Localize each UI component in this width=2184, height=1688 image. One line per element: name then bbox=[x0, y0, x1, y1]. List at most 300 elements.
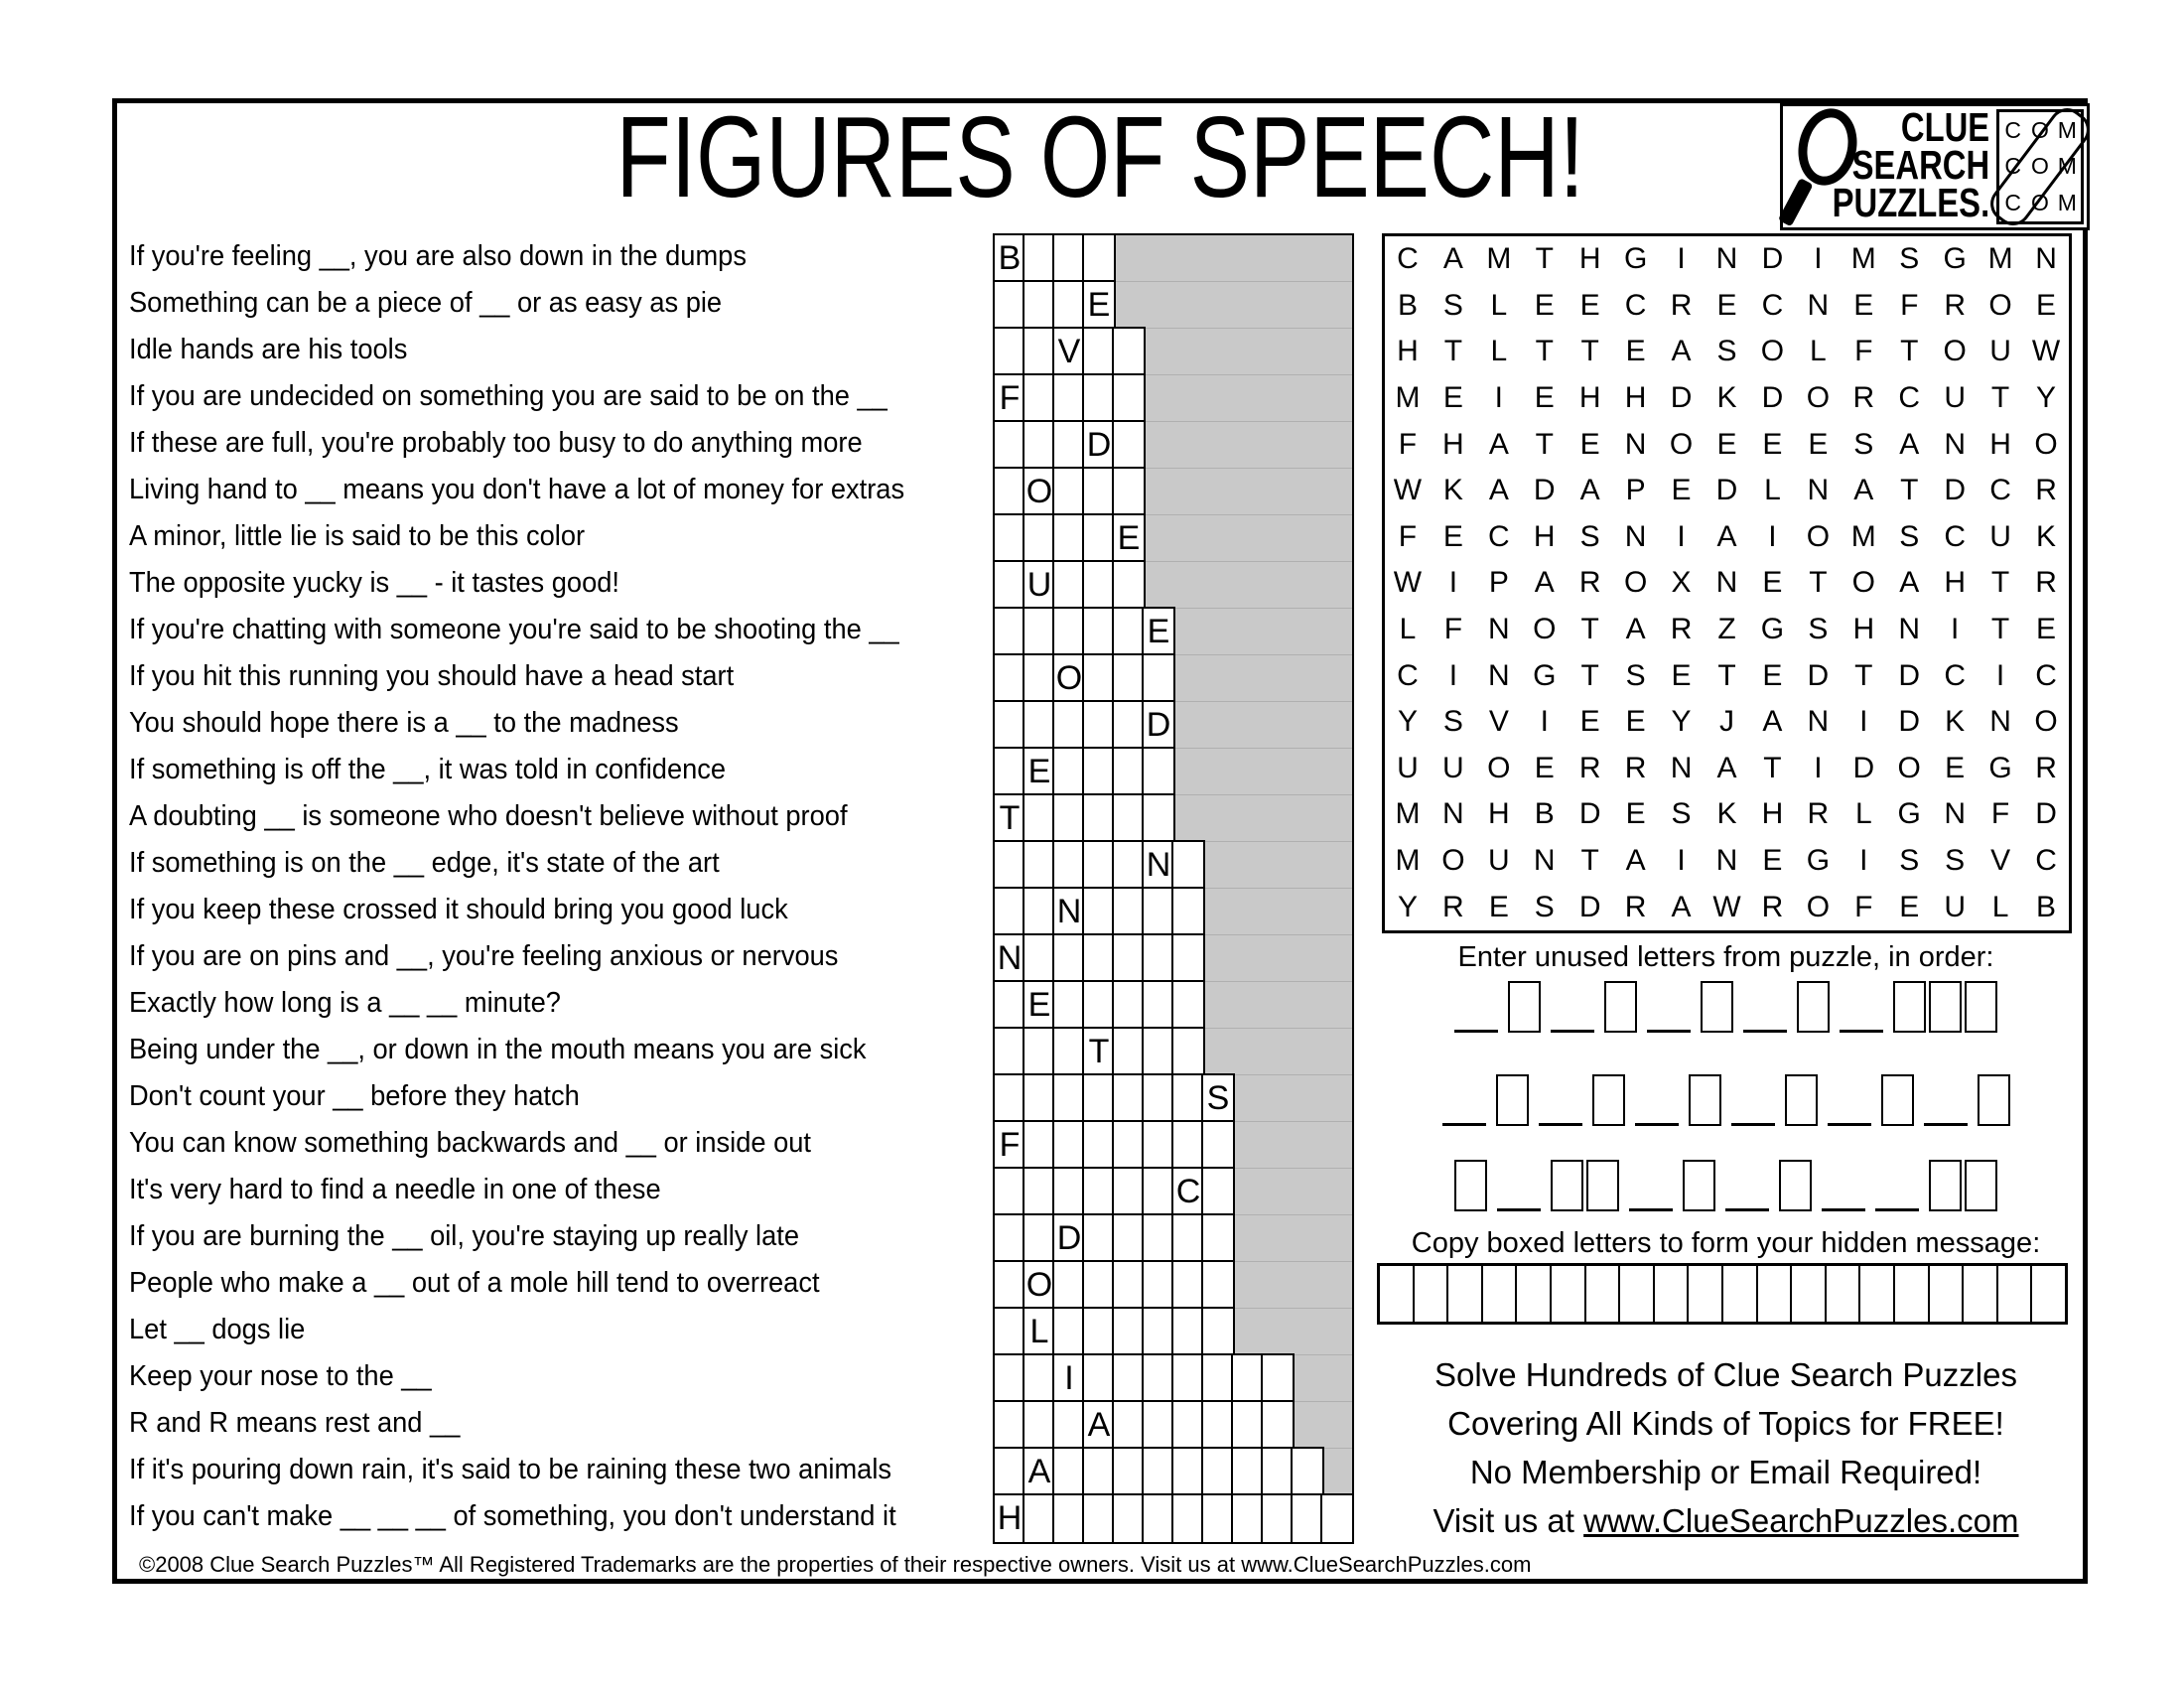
crossword-cell[interactable] bbox=[1052, 1027, 1086, 1077]
wordsearch-letter[interactable]: A bbox=[1899, 566, 1920, 600]
wordsearch-letter[interactable]: C bbox=[1624, 288, 1647, 322]
crossword-cell[interactable] bbox=[1082, 513, 1116, 564]
wordsearch-letter[interactable]: S bbox=[1671, 797, 1692, 831]
wordsearch-letter[interactable]: O bbox=[1669, 427, 1694, 461]
letter-blank-slot[interactable] bbox=[1731, 1123, 1775, 1126]
boxed-letter-slot[interactable] bbox=[1881, 1074, 1914, 1126]
letter-blank-slot[interactable] bbox=[1497, 1208, 1541, 1211]
wordsearch-letter[interactable]: P bbox=[1625, 474, 1646, 507]
crossword-cell[interactable]: D bbox=[1142, 700, 1175, 751]
crossword-cell[interactable] bbox=[1201, 1447, 1235, 1497]
crossword-cell[interactable] bbox=[1142, 1213, 1175, 1264]
crossword-cell[interactable]: O bbox=[1023, 467, 1056, 517]
crossword-cell[interactable] bbox=[1142, 980, 1175, 1031]
wordsearch-letter[interactable]: N bbox=[1624, 519, 1647, 553]
crossword-cell[interactable] bbox=[1142, 653, 1175, 704]
crossword-cell[interactable] bbox=[1023, 1353, 1056, 1404]
crossword-cell[interactable] bbox=[1023, 233, 1056, 284]
crossword-cell[interactable]: N bbox=[993, 933, 1026, 984]
wordsearch-letter[interactable]: N bbox=[1487, 658, 1510, 692]
crossword-cell[interactable] bbox=[993, 1073, 1026, 1124]
crossword-cell[interactable] bbox=[993, 280, 1026, 331]
crossword-cell[interactable] bbox=[993, 1447, 1026, 1497]
crossword-cell[interactable] bbox=[1142, 1400, 1175, 1451]
crossword-cell[interactable]: O bbox=[1052, 653, 1086, 704]
crossword-cell[interactable] bbox=[1052, 840, 1086, 891]
crossword-cell[interactable] bbox=[1082, 1307, 1116, 1357]
crossword-cell[interactable] bbox=[1052, 560, 1086, 611]
boxed-letter-slot[interactable] bbox=[1978, 1074, 2010, 1126]
wordsearch-letter[interactable]: R bbox=[1761, 890, 1784, 923]
wordsearch-letter[interactable]: D bbox=[2035, 797, 2057, 831]
crossword-cell[interactable] bbox=[1052, 1260, 1086, 1311]
crossword-cell[interactable] bbox=[1142, 1307, 1175, 1357]
hidden-message-cell[interactable] bbox=[1895, 1266, 1930, 1322]
crossword-cell[interactable] bbox=[1082, 233, 1116, 284]
wordsearch-letter[interactable]: K bbox=[1945, 705, 1966, 739]
crossword-cell[interactable] bbox=[1052, 1307, 1086, 1357]
wordsearch-letter[interactable]: O bbox=[1487, 751, 1511, 784]
wordsearch-letter[interactable]: O bbox=[1441, 844, 1465, 878]
crossword-cell[interactable]: N bbox=[1142, 840, 1175, 891]
wordsearch-letter[interactable]: O bbox=[1760, 335, 1785, 368]
crossword-cell[interactable] bbox=[993, 840, 1026, 891]
wordsearch-letter[interactable]: C bbox=[1944, 658, 1966, 692]
crossword-cell[interactable] bbox=[1112, 607, 1146, 657]
wordsearch-letter[interactable]: M bbox=[1395, 381, 1421, 415]
crossword-cell[interactable]: A bbox=[1082, 1400, 1116, 1451]
crossword-cell[interactable]: H bbox=[993, 1493, 1026, 1544]
crossword-cell[interactable] bbox=[1112, 887, 1146, 937]
crossword-cell[interactable] bbox=[1052, 747, 1086, 797]
hidden-message-cell[interactable] bbox=[1689, 1266, 1723, 1322]
wordsearch-letter[interactable]: T bbox=[1443, 335, 1463, 368]
wordsearch-letter[interactable]: I bbox=[1677, 242, 1686, 276]
crossword-cell[interactable] bbox=[1171, 1120, 1205, 1171]
crossword-cell[interactable] bbox=[1023, 1167, 1056, 1217]
crossword-cell[interactable] bbox=[1261, 1400, 1295, 1451]
wordsearch-letter[interactable]: I bbox=[1995, 658, 2005, 692]
crossword-cell[interactable]: F bbox=[993, 1120, 1026, 1171]
crossword-cell[interactable] bbox=[1023, 1493, 1056, 1544]
letter-blank-slot[interactable] bbox=[1442, 1123, 1486, 1126]
crossword-cell[interactable] bbox=[1112, 1307, 1146, 1357]
wordsearch-letter[interactable]: I bbox=[1814, 242, 1823, 276]
wordsearch-letter[interactable]: I bbox=[1814, 751, 1823, 784]
wordsearch-letter[interactable]: W bbox=[1712, 890, 1741, 923]
boxed-letter-slot[interactable] bbox=[1779, 1160, 1812, 1211]
crossword-cell[interactable]: V bbox=[1052, 327, 1086, 377]
wordsearch-letter[interactable]: I bbox=[1448, 566, 1458, 600]
wordsearch-letter[interactable]: K bbox=[2036, 519, 2057, 553]
wordsearch-letter[interactable]: D bbox=[1898, 705, 1921, 739]
wordsearch-letter[interactable]: A bbox=[1716, 519, 1737, 553]
letter-blank-slot[interactable] bbox=[1725, 1208, 1769, 1211]
crossword-cell[interactable] bbox=[1023, 1027, 1056, 1077]
wordsearch-letter[interactable]: D bbox=[1715, 474, 1738, 507]
wordsearch-letter[interactable]: N bbox=[1670, 751, 1693, 784]
crossword-cell[interactable] bbox=[1171, 1307, 1205, 1357]
hidden-message-cell[interactable] bbox=[1448, 1266, 1483, 1322]
wordsearch-letter[interactable]: R bbox=[1670, 613, 1693, 646]
wordsearch-letter[interactable]: C bbox=[1898, 381, 1921, 415]
hidden-message-cell[interactable] bbox=[1723, 1266, 1758, 1322]
wordsearch-letter[interactable]: Y bbox=[1397, 890, 1418, 923]
wordsearch-letter[interactable]: C bbox=[1989, 474, 2011, 507]
crossword-cell[interactable] bbox=[1112, 840, 1146, 891]
wordsearch-letter[interactable]: U bbox=[1944, 381, 1966, 415]
crossword-cell[interactable] bbox=[1023, 1073, 1056, 1124]
wordsearch-letter[interactable]: N bbox=[1487, 613, 1510, 646]
wordsearch-letter[interactable]: R bbox=[1442, 890, 1464, 923]
boxed-letter-slot[interactable] bbox=[1592, 1074, 1625, 1126]
wordsearch-letter[interactable]: A bbox=[1579, 474, 1600, 507]
boxed-letter-slot[interactable] bbox=[1689, 1074, 1721, 1126]
crossword-cell[interactable] bbox=[1052, 1493, 1086, 1544]
crossword-cell[interactable] bbox=[1082, 467, 1116, 517]
crossword-cell[interactable] bbox=[1023, 373, 1056, 424]
wordsearch-letter[interactable]: L bbox=[1399, 613, 1417, 646]
crossword-cell[interactable] bbox=[1171, 1213, 1205, 1264]
crossword-cell[interactable] bbox=[993, 887, 1026, 937]
wordsearch-letter[interactable]: N bbox=[1624, 427, 1647, 461]
crossword-cell[interactable] bbox=[1112, 793, 1146, 844]
letter-blank-slot[interactable] bbox=[1875, 1208, 1919, 1211]
crossword-cell[interactable] bbox=[1082, 373, 1116, 424]
letter-blank-slot[interactable] bbox=[1828, 1123, 1871, 1126]
wordsearch-letter[interactable]: F bbox=[1398, 427, 1418, 461]
crossword-cell[interactable]: O bbox=[1023, 1260, 1056, 1311]
wordsearch-letter[interactable]: J bbox=[1718, 705, 1734, 739]
wordsearch-letter[interactable]: I bbox=[1677, 519, 1686, 553]
wordsearch-letter[interactable]: E bbox=[1534, 288, 1555, 322]
crossword-cell[interactable]: E bbox=[1082, 280, 1116, 331]
wordsearch-letter[interactable]: E bbox=[1534, 381, 1555, 415]
wordsearch-letter[interactable]: Y bbox=[2036, 381, 2057, 415]
wordsearch-letter[interactable]: R bbox=[1624, 890, 1647, 923]
wordsearch-letter[interactable]: P bbox=[1488, 566, 1509, 600]
crossword-cell[interactable] bbox=[1171, 933, 1205, 984]
boxed-letter-slot[interactable] bbox=[1496, 1074, 1529, 1126]
crossword-cell[interactable] bbox=[1261, 1447, 1295, 1497]
wordsearch-letter[interactable]: N bbox=[1715, 844, 1738, 878]
crossword-cell[interactable]: D bbox=[1082, 420, 1116, 471]
boxed-letter-slot[interactable] bbox=[1965, 1160, 1997, 1211]
hidden-message-cell[interactable] bbox=[1655, 1266, 1690, 1322]
crossword-cell[interactable] bbox=[1052, 233, 1086, 284]
wordsearch-letter[interactable]: A bbox=[1853, 474, 1874, 507]
wordsearch-letter[interactable]: G bbox=[1943, 242, 1967, 276]
crossword-cell[interactable] bbox=[1023, 840, 1056, 891]
wordsearch-letter[interactable]: A bbox=[1899, 427, 1920, 461]
letter-blank-slot[interactable] bbox=[1635, 1123, 1679, 1126]
crossword-cell[interactable] bbox=[993, 560, 1026, 611]
wordsearch-letter[interactable]: R bbox=[2035, 566, 2057, 600]
crossword-cell[interactable] bbox=[1171, 840, 1205, 891]
wordsearch-letter[interactable]: T bbox=[1809, 566, 1828, 600]
crossword-cell[interactable] bbox=[1171, 1353, 1205, 1404]
crossword-cell[interactable] bbox=[1112, 1400, 1146, 1451]
crossword-cell[interactable] bbox=[1112, 467, 1146, 517]
crossword-cell[interactable] bbox=[993, 607, 1026, 657]
hidden-message-cell[interactable] bbox=[1380, 1266, 1415, 1322]
wordsearch-letter[interactable]: N bbox=[1533, 844, 1556, 878]
crossword-cell[interactable] bbox=[1112, 1260, 1146, 1311]
wordsearch-letter[interactable]: G bbox=[1760, 613, 1785, 646]
crossword-cell[interactable] bbox=[1142, 1167, 1175, 1217]
hidden-message-cell[interactable] bbox=[1827, 1266, 1861, 1322]
wordsearch-letter[interactable]: F bbox=[1854, 335, 1873, 368]
wordsearch-letter[interactable]: U bbox=[1989, 335, 2011, 368]
wordsearch-letter[interactable]: N bbox=[1989, 705, 2011, 739]
wordsearch-letter[interactable]: E bbox=[1442, 519, 1463, 553]
wordsearch-letter[interactable]: T bbox=[1580, 844, 1599, 878]
crossword-cell[interactable] bbox=[1023, 1120, 1056, 1171]
wordsearch-letter[interactable]: E bbox=[1671, 474, 1692, 507]
wordsearch-letter[interactable]: C bbox=[2035, 658, 2057, 692]
wordsearch-letter[interactable]: F bbox=[1854, 890, 1873, 923]
crossword-cell[interactable] bbox=[1023, 607, 1056, 657]
wordsearch-letter[interactable]: N bbox=[1944, 427, 1966, 461]
crossword-cell[interactable] bbox=[1142, 1493, 1175, 1544]
hidden-message-cell[interactable] bbox=[1860, 1266, 1895, 1322]
crossword-cell[interactable] bbox=[1112, 1073, 1146, 1124]
crossword-cell[interactable] bbox=[993, 327, 1026, 377]
crossword-cell[interactable] bbox=[1023, 887, 1056, 937]
crossword-cell[interactable] bbox=[993, 420, 1026, 471]
wordsearch-letter[interactable]: E bbox=[1671, 658, 1692, 692]
wordsearch-letter[interactable]: G bbox=[1897, 797, 1921, 831]
hidden-message-cell[interactable] bbox=[1483, 1266, 1518, 1322]
crossword-cell[interactable] bbox=[1171, 1073, 1205, 1124]
boxed-letter-slot[interactable] bbox=[1683, 1160, 1715, 1211]
crossword-cell[interactable] bbox=[1171, 1260, 1205, 1311]
crossword-cell[interactable]: S bbox=[1201, 1073, 1235, 1124]
wordsearch-letter[interactable]: D bbox=[1898, 658, 1921, 692]
wordsearch-letter[interactable]: A bbox=[1534, 566, 1555, 600]
crossword-cell[interactable] bbox=[1023, 700, 1056, 751]
wordsearch-letter[interactable]: L bbox=[1490, 288, 1508, 322]
boxed-letter-slot[interactable] bbox=[1508, 981, 1541, 1033]
crossword-cell[interactable] bbox=[1082, 1073, 1116, 1124]
crossword-cell[interactable] bbox=[1112, 1167, 1146, 1217]
wordsearch-letter[interactable]: L bbox=[1810, 335, 1827, 368]
wordsearch-letter[interactable]: E bbox=[1899, 890, 1920, 923]
wordsearch-letter[interactable]: D bbox=[1578, 890, 1601, 923]
wordsearch-letter[interactable]: H bbox=[1578, 242, 1601, 276]
wordsearch-letter[interactable]: L bbox=[1490, 335, 1508, 368]
crossword-cell[interactable] bbox=[1201, 1307, 1235, 1357]
crossword-cell[interactable] bbox=[1082, 607, 1116, 657]
wordsearch-letter[interactable]: H bbox=[1852, 613, 1875, 646]
wordsearch-letter[interactable]: I bbox=[1448, 658, 1458, 692]
wordsearch-letter[interactable]: C bbox=[1944, 519, 1966, 553]
wordsearch-letter[interactable]: M bbox=[1987, 242, 2013, 276]
wordsearch-letter[interactable]: E bbox=[1442, 381, 1463, 415]
wordsearch-letter[interactable]: E bbox=[2036, 613, 2057, 646]
wordsearch-letter[interactable]: T bbox=[1854, 658, 1873, 692]
wordsearch-letter[interactable]: C bbox=[1487, 519, 1510, 553]
crossword-cell[interactable] bbox=[1201, 1493, 1235, 1544]
letter-blank-slot[interactable] bbox=[1629, 1208, 1673, 1211]
crossword-cell[interactable] bbox=[1171, 887, 1205, 937]
wordsearch-letter[interactable]: K bbox=[1716, 797, 1737, 831]
crossword-cell[interactable] bbox=[1052, 1447, 1086, 1497]
crossword-cell[interactable] bbox=[1142, 1120, 1175, 1171]
wordsearch-letter[interactable]: A bbox=[1671, 890, 1692, 923]
wordsearch-letter[interactable]: V bbox=[1488, 705, 1509, 739]
crossword-cell[interactable] bbox=[1112, 1027, 1146, 1077]
wordsearch-letter[interactable]: W bbox=[1393, 566, 1423, 600]
crossword-cell[interactable] bbox=[1052, 1120, 1086, 1171]
boxed-letter-slot[interactable] bbox=[1785, 1074, 1818, 1126]
crossword-cell[interactable] bbox=[1320, 1493, 1354, 1544]
crossword-cell[interactable]: N bbox=[1052, 887, 1086, 937]
crossword-cell[interactable] bbox=[1112, 373, 1146, 424]
wordsearch-letter[interactable]: O bbox=[1806, 519, 1831, 553]
wordsearch-letter[interactable]: E bbox=[1716, 288, 1737, 322]
wordsearch-letter[interactable]: M bbox=[1486, 242, 1512, 276]
wordsearch-letter[interactable]: U bbox=[1944, 890, 1966, 923]
letter-blank-slot[interactable] bbox=[1647, 1030, 1691, 1033]
crossword-cell[interactable] bbox=[993, 1400, 1026, 1451]
boxed-letter-slot[interactable] bbox=[1965, 981, 1997, 1033]
wordsearch-letter[interactable]: N bbox=[1944, 797, 1966, 831]
wordsearch-letter[interactable]: S bbox=[1945, 844, 1966, 878]
wordsearch-letter[interactable]: I bbox=[1768, 519, 1777, 553]
crossword-cell[interactable] bbox=[1052, 373, 1086, 424]
hidden-message-cell[interactable] bbox=[1964, 1266, 1998, 1322]
boxed-letter-slot[interactable] bbox=[1893, 981, 1926, 1033]
crossword-cell[interactable]: E bbox=[1023, 747, 1056, 797]
wordsearch-letter[interactable]: A bbox=[1671, 335, 1692, 368]
crossword-cell[interactable] bbox=[1171, 1027, 1205, 1077]
wordsearch-letter[interactable]: I bbox=[1859, 705, 1868, 739]
wordsearch-letter[interactable]: U bbox=[1487, 844, 1510, 878]
wordsearch-letter[interactable]: H bbox=[1397, 335, 1419, 368]
wordsearch-letter[interactable]: C bbox=[1761, 288, 1784, 322]
crossword-cell[interactable] bbox=[1291, 1493, 1324, 1544]
wordsearch-letter[interactable]: E bbox=[1853, 288, 1874, 322]
wordsearch-letter[interactable]: E bbox=[1716, 427, 1737, 461]
wordsearch-letter[interactable]: W bbox=[1393, 474, 1423, 507]
wordsearch-letter[interactable]: S bbox=[1442, 705, 1463, 739]
crossword-cell[interactable] bbox=[1112, 747, 1146, 797]
crossword-cell[interactable] bbox=[1261, 1493, 1295, 1544]
wordsearch-letter[interactable]: E bbox=[1945, 751, 1966, 784]
wordsearch-letter[interactable]: H bbox=[1487, 797, 1510, 831]
hidden-message-cell[interactable] bbox=[1930, 1266, 1965, 1322]
hidden-message-cell[interactable] bbox=[1415, 1266, 1449, 1322]
crossword-cell[interactable] bbox=[1052, 700, 1086, 751]
letter-blank-slot[interactable] bbox=[1840, 1030, 1883, 1033]
wordsearch-letter[interactable]: O bbox=[1897, 751, 1921, 784]
crossword-cell[interactable] bbox=[1052, 607, 1086, 657]
wordsearch-letter[interactable]: Y bbox=[1671, 705, 1692, 739]
crossword-cell[interactable]: I bbox=[1052, 1353, 1086, 1404]
wordsearch-letter[interactable]: R bbox=[1578, 566, 1601, 600]
crossword-cell[interactable] bbox=[1112, 1353, 1146, 1404]
letter-blank-slot[interactable] bbox=[1743, 1030, 1787, 1033]
wordsearch-letter[interactable]: S bbox=[1579, 519, 1600, 553]
wordsearch-letter[interactable]: D bbox=[1578, 797, 1601, 831]
wordsearch-letter[interactable]: M bbox=[1850, 519, 1876, 553]
wordsearch-letter[interactable]: S bbox=[1899, 844, 1920, 878]
crossword-cell[interactable] bbox=[1201, 1400, 1235, 1451]
wordsearch-letter[interactable]: T bbox=[1580, 658, 1599, 692]
crossword-cell[interactable] bbox=[1052, 513, 1086, 564]
wordsearch-letter[interactable]: T bbox=[1580, 613, 1599, 646]
wordsearch-letter[interactable]: B bbox=[1397, 288, 1418, 322]
crossword-cell[interactable] bbox=[993, 467, 1026, 517]
crossword-cell[interactable] bbox=[1082, 1167, 1116, 1217]
wordsearch-letter[interactable]: R bbox=[1578, 751, 1601, 784]
wordsearch-letter[interactable]: E bbox=[1625, 705, 1646, 739]
boxed-letter-slot[interactable] bbox=[1551, 1160, 1583, 1211]
crossword-cell[interactable] bbox=[1112, 933, 1146, 984]
crossword-cell[interactable] bbox=[1112, 1447, 1146, 1497]
wordsearch-letter[interactable]: R bbox=[2035, 751, 2057, 784]
wordsearch-letter[interactable]: R bbox=[1670, 288, 1693, 322]
wordsearch-letter[interactable]: T bbox=[1717, 658, 1736, 692]
crossword-cell[interactable] bbox=[993, 747, 1026, 797]
wordsearch-letter[interactable]: Y bbox=[1397, 705, 1418, 739]
wordsearch-letter[interactable]: V bbox=[1990, 844, 2011, 878]
crossword-cell[interactable]: T bbox=[993, 793, 1026, 844]
crossword-cell[interactable] bbox=[1231, 1493, 1265, 1544]
crossword-cell[interactable] bbox=[1112, 1120, 1146, 1171]
crossword-cell[interactable] bbox=[1201, 1120, 1235, 1171]
wordsearch-letter[interactable]: T bbox=[1535, 427, 1554, 461]
boxed-letter-slot[interactable] bbox=[1454, 1160, 1487, 1211]
wordsearch-letter[interactable]: S bbox=[1808, 613, 1829, 646]
crossword-cell[interactable] bbox=[1142, 747, 1175, 797]
wordsearch-letter[interactable]: D bbox=[1944, 474, 1966, 507]
crossword-cell[interactable] bbox=[1023, 1213, 1056, 1264]
crossword-cell[interactable] bbox=[1023, 513, 1056, 564]
wordsearch-letter[interactable]: T bbox=[1990, 613, 2010, 646]
wordsearch-letter[interactable]: D bbox=[1852, 751, 1875, 784]
crossword-cell[interactable] bbox=[1023, 327, 1056, 377]
wordsearch-letter[interactable]: C bbox=[1397, 242, 1419, 276]
wordsearch-letter[interactable]: D bbox=[1670, 381, 1693, 415]
crossword-cell[interactable]: C bbox=[1171, 1167, 1205, 1217]
wordsearch-letter[interactable]: T bbox=[1763, 751, 1782, 784]
wordsearch-letter[interactable]: M bbox=[1850, 242, 1876, 276]
crossword-cell[interactable] bbox=[1142, 793, 1175, 844]
wordsearch-letter[interactable]: B bbox=[2036, 890, 2057, 923]
wordsearch-letter[interactable]: H bbox=[1989, 427, 2011, 461]
crossword-cell[interactable] bbox=[1112, 560, 1146, 611]
crossword-cell[interactable] bbox=[1052, 467, 1086, 517]
wordsearch-letter[interactable]: T bbox=[1990, 381, 2010, 415]
crossword-cell[interactable] bbox=[1023, 420, 1056, 471]
crossword-cell[interactable] bbox=[1082, 1213, 1116, 1264]
wordsearch-letter[interactable]: G bbox=[1806, 844, 1831, 878]
wordsearch-letter[interactable]: U bbox=[1442, 751, 1464, 784]
crossword-cell[interactable] bbox=[1052, 933, 1086, 984]
crossword-cell[interactable]: E bbox=[1023, 980, 1056, 1031]
wordsearch-letter[interactable]: R bbox=[1807, 797, 1830, 831]
wordsearch-letter[interactable]: T bbox=[1900, 335, 1919, 368]
crossword-cell[interactable] bbox=[993, 1213, 1026, 1264]
wordsearch-letter[interactable]: A bbox=[1625, 844, 1646, 878]
crossword-cell[interactable] bbox=[1052, 420, 1086, 471]
letter-blank-slot[interactable] bbox=[1539, 1123, 1582, 1126]
wordsearch-letter[interactable]: N bbox=[1715, 242, 1738, 276]
crossword-cell[interactable] bbox=[1112, 980, 1146, 1031]
crossword-cell[interactable] bbox=[993, 653, 1026, 704]
